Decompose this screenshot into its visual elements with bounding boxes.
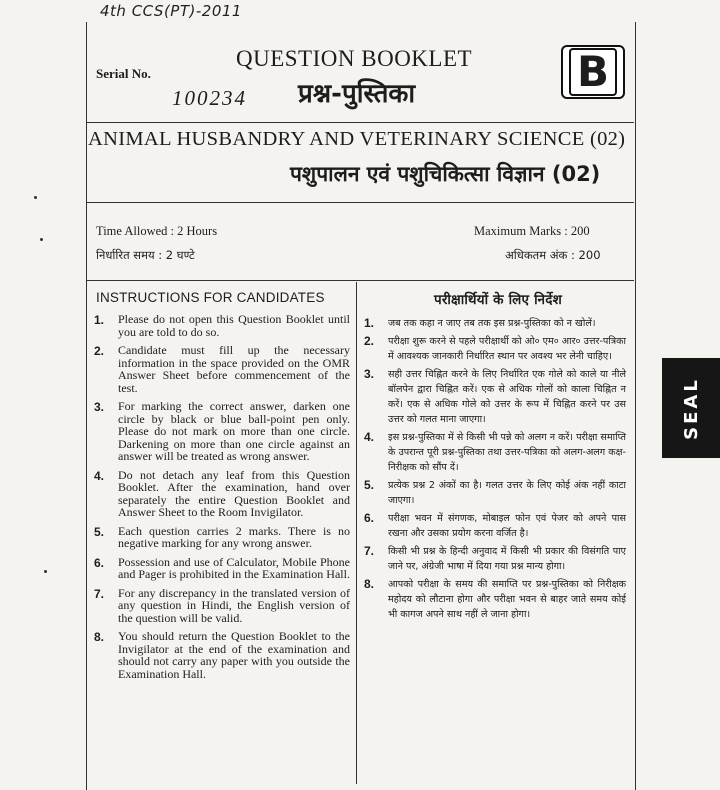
- instructions-heading-en: INSTRUCTIONS FOR CANDIDATES: [96, 290, 325, 305]
- instruction-number: 1.: [94, 313, 105, 327]
- instruction-item: [360, 577, 630, 622]
- instruction-text: Please do not open this Question Booklet until you are told to do so.: [118, 312, 350, 339]
- instruction-item: [360, 334, 630, 364]
- subject-title-hi: पशुपालन एवं पशुचिकित्सा विज्ञान (02): [290, 162, 601, 186]
- instruction-text: परीक्षा शुरू करने से पहले परीक्षार्थी को ओ० एम० आर० उत्तर-पत्रिका में आवश्यक जानकारी निर्धारित स्थान पर अवश्य भर लेनी चाहिए।: [388, 336, 626, 362]
- instruction-item: [90, 313, 354, 338]
- subject-title-en: ANIMAL HUSBANDRY AND VETERINARY SCIENCE (02): [88, 128, 626, 150]
- instruction-number: 4.: [364, 430, 375, 444]
- divider-subject: [86, 202, 634, 203]
- instruction-number: 5.: [94, 524, 105, 539]
- instruction-number: 7.: [364, 544, 375, 558]
- serial-number: 100234: [172, 86, 247, 110]
- instruction-item: [90, 630, 354, 680]
- instruction-number: 5.: [364, 478, 375, 492]
- instruction-item: [360, 544, 630, 574]
- instruction-text: परीक्षा भवन में संगणक, मोबाइल फोन एवं पेजर को अपने पास रखना और उसका प्रयोग करना वर्जित है।: [388, 513, 626, 539]
- instruction-text: Candidate must fill up the necessary information in the space provided on the OMR Answer Sheet before commencement of the test.: [118, 343, 350, 395]
- instruction-item: [90, 556, 354, 581]
- instruction-text: जब तक कहा न जाए तब तक इस प्रश्न-पुस्तिका को न खोलें।: [388, 318, 596, 329]
- instruction-item: [360, 478, 630, 508]
- instructions-heading-hi: परीक्षार्थियों के लिए निर्देश: [433, 292, 563, 308]
- instruction-text: Do not detach any leaf from this Question Booklet. After the examination, hand over separately the entire Question Booklet and Answer Sheet to the Room Invigilator.: [118, 467, 350, 519]
- booklet-title-en: QUESTION BOOKLET: [236, 46, 473, 71]
- booklet-series-badge: [561, 45, 625, 99]
- instruction-number: 2.: [364, 334, 375, 348]
- column-divider: [356, 282, 357, 784]
- seal-tab: [662, 358, 720, 458]
- instruction-text: For any discrepancy in the translated version of any question in Hindi, the English version of the question will be valid.: [118, 585, 350, 625]
- instructions-en: [90, 286, 354, 786]
- divider-top: [86, 122, 634, 123]
- instruction-number: 3.: [364, 367, 375, 381]
- instruction-item: [90, 344, 354, 394]
- instruction-number: 1.: [364, 316, 375, 330]
- instruction-number: 8.: [94, 630, 105, 644]
- maximum-marks-hi: अधिकतम अंक : 200: [505, 248, 601, 262]
- time-allowed-en: Time Allowed : 2 Hours: [96, 224, 218, 238]
- instruction-text: प्रत्येक प्रश्न 2 अंकों का है। गलत उत्तर के लिए कोई अंक नहीं काटा जाएगा।: [388, 480, 626, 506]
- margin-mark: [44, 570, 47, 573]
- instruction-number: 4.: [94, 468, 105, 483]
- instructions-hi: [360, 286, 630, 786]
- instruction-item: [90, 587, 354, 625]
- instruction-text: आपको परीक्षा के समय की समाप्ति पर प्रश्न-पुस्तिका को निरीक्षक महोदय को लौटाना होगा और परीक्षा भवन से बाहर जाते समय कोई भी कागज अपने साथ नहीं ले जाना होगा।: [388, 579, 626, 620]
- instruction-text: सही उत्तर चिह्नित करने के लिए निर्धारित एक गोले को काले या नीले बॉलपेन द्वारा चिह्नित करें। एक से अधिक गोलों को काला चिह्नित न करें। एक से अधिक गोले को उत्तर के रूप में चिह्नित करने पर उस उत्तर को गलत माना जाएगा।: [388, 369, 626, 425]
- instruction-number: 3.: [94, 400, 105, 414]
- instruction-text: इस प्रश्न-पुस्तिका में से किसी भी पन्ने को अलग न करें। परीक्षा समाप्ति के उपरान्त पूरी प्रश्न-पुस्तिका तथा उत्तर-पत्रिका को अलग-अलग कक्ष-निरीक्षक को सौंप दें।: [388, 432, 626, 473]
- instruction-item: [90, 469, 354, 519]
- instruction-text: For marking the correct answer, darken one circle by black or blue ball-point pen only. Please do not mark on more than one circle. Darkening on more than one circle against an answer will be treated as wrong answer.: [118, 399, 350, 463]
- instruction-item: [360, 367, 630, 427]
- instruction-item: [90, 400, 354, 463]
- serial-label: Serial No.: [96, 66, 151, 81]
- instruction-item: [360, 430, 630, 475]
- instruction-item: [90, 525, 354, 550]
- seal-label: SEAL: [680, 376, 702, 440]
- instruction-item: [360, 316, 630, 331]
- maximum-marks-en: Maximum Marks : 200: [474, 224, 590, 238]
- instruction-number: 7.: [94, 586, 105, 601]
- instruction-number: 6.: [94, 555, 105, 570]
- instruction-number: 2.: [94, 344, 105, 358]
- booklet-title-hi: प्रश्न-पुस्तिका: [298, 79, 416, 109]
- instruction-text: किसी भी प्रश्न के हिन्दी अनुवाद में किसी भी प्रकार की विसंगति पाए जाने पर, अंग्रेजी भाषा में दिया गया प्रश्न मान्य होगा।: [388, 546, 626, 572]
- booklet-series-letter: B: [569, 48, 617, 96]
- margin-mark: [34, 196, 37, 199]
- instruction-text: You should return the Question Booklet to the Invigilator at the end of the examination and should not carry any paper with you outside the Examination Hall.: [118, 629, 350, 681]
- instruction-text: Possession and use of Calculator, Mobile Phone and Pager is prohibited in the Examination Hall.: [118, 554, 350, 581]
- margin-mark: [40, 238, 43, 241]
- instruction-text: Each question carries 2 marks. There is no negative marking for any wrong answer.: [118, 523, 350, 550]
- instruction-number: 6.: [364, 511, 375, 525]
- handwritten-exam-code: 4th CCS(PT)-2011: [100, 2, 242, 20]
- instruction-number: 8.: [364, 577, 375, 591]
- instruction-item: [360, 511, 630, 541]
- divider-instructions: [86, 280, 634, 281]
- time-allowed-hi: निर्धारित समय : 2 घण्टे: [96, 248, 195, 262]
